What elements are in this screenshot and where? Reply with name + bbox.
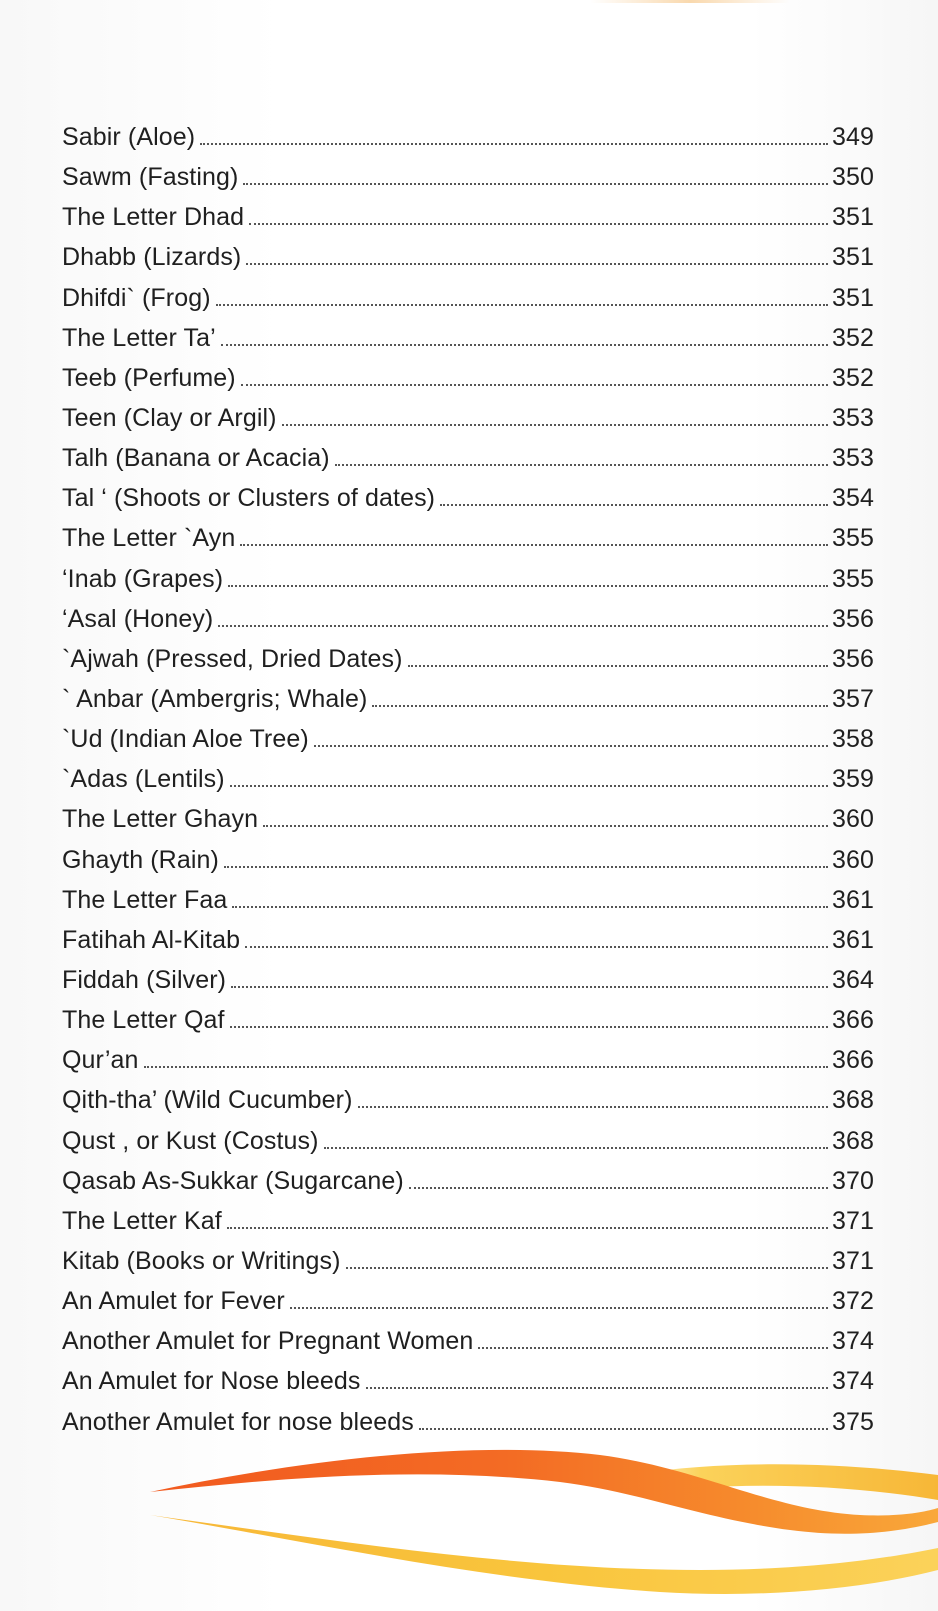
toc-entry-page-number: 356: [831, 604, 874, 633]
toc-dot-leader: [216, 304, 828, 306]
toc-entry: [62, 1241, 874, 1281]
toc-entry: [62, 237, 874, 277]
toc-entry-page-number: 366: [831, 1046, 874, 1075]
toc-dot-leader: [358, 1106, 828, 1108]
toc-dot-leader: [241, 384, 828, 386]
toc-entry-page-number: 371: [831, 1246, 874, 1275]
toc-entry-title: Qust , or Kust (Costus): [62, 1126, 319, 1155]
toc-entry: [62, 679, 874, 719]
toc-entry-page-number: 351: [831, 203, 874, 232]
toc-dot-leader: [240, 544, 828, 546]
toc-entry-title: Teeb (Perfume): [62, 363, 236, 392]
toc-dot-leader: [290, 1307, 828, 1309]
toc-entry-title: The Letter Kaf: [62, 1206, 222, 1235]
toc-entry-title: Talh (Banana or Acacia): [62, 444, 330, 473]
toc-entry: [62, 1161, 874, 1201]
toc-entry: [62, 1080, 874, 1120]
toc-entry-title: Qith-tha’ (Wild Cucumber): [62, 1086, 353, 1115]
toc-entry-page-number: 361: [831, 925, 874, 954]
toc-entry-page-number: 364: [831, 965, 874, 994]
toc-dot-leader: [227, 1227, 828, 1229]
toc-entry-title: Fiddah (Silver): [62, 965, 227, 994]
toc-entry-page-number: 355: [831, 524, 874, 553]
toc-entry-page-number: 366: [831, 1006, 874, 1035]
toc-entry-title: Another Amulet for nose bleeds: [62, 1407, 414, 1436]
toc-entry-page-number: 358: [831, 725, 874, 754]
toc-entry-page-number: 370: [831, 1166, 874, 1195]
toc-dot-leader: [324, 1147, 828, 1149]
toc-entry: [62, 117, 874, 157]
toc-dot-leader: [230, 1026, 828, 1028]
toc-entry-page-number: 361: [831, 885, 874, 914]
toc-entry: [62, 799, 874, 839]
toc-dot-leader: [263, 825, 828, 827]
toc-entry-page-number: 353: [831, 444, 874, 473]
toc-entry-page-number: 368: [831, 1126, 874, 1155]
toc-entry-title: `Ud (Indian Aloe Tree): [62, 725, 309, 754]
toc-entry-title: Teen (Clay or Argil): [62, 403, 277, 432]
toc-entry-title: The Letter Faa: [62, 885, 228, 914]
decorative-swoosh: [0, 1420, 938, 1611]
toc-entry: [62, 1040, 874, 1080]
toc-entry-title: The Letter Ta’: [62, 323, 216, 352]
toc-entry: [62, 358, 874, 398]
toc-dot-leader: [228, 585, 828, 587]
toc-entry: [62, 1361, 874, 1401]
toc-entry-page-number: 352: [831, 363, 874, 392]
toc-entry: [62, 599, 874, 639]
toc-entry: [62, 157, 874, 197]
toc-entry-title: Qur’an: [62, 1046, 139, 1075]
top-decorative-line: [590, 0, 790, 3]
toc-entry-page-number: 351: [831, 283, 874, 312]
toc-entry-page-number: 352: [831, 323, 874, 352]
toc-dot-leader: [335, 464, 828, 466]
toc-entry: [62, 1281, 874, 1321]
toc-entry: [62, 639, 874, 679]
toc-dot-leader: [221, 344, 828, 346]
toc-entry-title: An Amulet for Fever: [62, 1287, 285, 1316]
toc-entry: [62, 518, 874, 558]
toc-entry: [62, 719, 874, 759]
toc-entry-page-number: 354: [831, 484, 874, 513]
toc-entry-title: Ghayth (Rain): [62, 845, 219, 874]
toc-entry: [62, 1321, 874, 1361]
toc-entry-title: Qasab As-Sukkar (Sugarcane): [62, 1166, 404, 1195]
toc-entry: [62, 759, 874, 799]
toc-entry-title: `Adas (Lentils): [62, 765, 225, 794]
toc-entry: [62, 398, 874, 438]
toc-dot-leader: [314, 745, 828, 747]
toc-entry: [62, 960, 874, 1000]
toc-entry-title: ‘Inab (Grapes): [62, 564, 224, 593]
toc-entry-title: `Ajwah (Pressed, Dried Dates): [62, 644, 403, 673]
swoosh-orange: [150, 1450, 938, 1534]
toc-entry-title: Dhifdi` (Frog): [62, 283, 211, 312]
toc-entry: [62, 197, 874, 237]
toc-dot-leader: [409, 1187, 828, 1189]
toc-entry-title: Sawm (Fasting): [62, 163, 239, 192]
toc-entry-page-number: 355: [831, 564, 874, 593]
toc-dot-leader: [243, 183, 828, 185]
toc-entry-page-number: 374: [831, 1327, 874, 1356]
toc-entry-title: Tal ‘ (Shoots or Clusters of dates): [62, 484, 436, 513]
toc-entry-title: The Letter Ghayn: [62, 805, 259, 834]
toc-entry-title: ‘Asal (Honey): [62, 604, 214, 633]
toc-entry-page-number: 360: [831, 845, 874, 874]
toc-dot-leader: [346, 1267, 828, 1269]
toc-entry: [62, 880, 874, 920]
toc-dot-leader: [478, 1347, 828, 1349]
table-of-contents: [62, 117, 874, 1442]
toc-entry-page-number: 374: [831, 1367, 874, 1396]
toc-entry-page-number: 359: [831, 765, 874, 794]
toc-dot-leader: [245, 946, 828, 948]
toc-entry-title: The Letter `Ayn: [62, 524, 236, 553]
toc-dot-leader: [231, 986, 828, 988]
toc-dot-leader: [282, 424, 828, 426]
toc-dot-leader: [230, 785, 828, 787]
toc-entry-title: The Letter Qaf: [62, 1006, 225, 1035]
toc-entry: [62, 1121, 874, 1161]
toc-entry-page-number: 371: [831, 1206, 874, 1235]
toc-dot-leader: [366, 1387, 828, 1389]
toc-dot-leader: [372, 705, 828, 707]
toc-dot-leader: [144, 1066, 828, 1068]
toc-entry-page-number: 357: [831, 684, 874, 713]
toc-entry-page-number: 372: [831, 1287, 874, 1316]
toc-entry-page-number: 349: [831, 123, 874, 151]
toc-dot-leader: [218, 625, 828, 627]
toc-entry: [62, 920, 874, 960]
toc-entry-page-number: 368: [831, 1086, 874, 1115]
toc-entry: [62, 840, 874, 880]
toc-entry-title: ` Anbar (Ambergris; Whale): [62, 684, 368, 713]
toc-dot-leader: [232, 906, 828, 908]
toc-entry: [62, 438, 874, 478]
toc-entry-page-number: 375: [831, 1407, 874, 1436]
toc-entry-title: An Amulet for Nose bleeds: [62, 1367, 361, 1396]
toc-entry-page-number: 356: [831, 644, 874, 673]
toc-dot-leader: [224, 866, 828, 868]
toc-entry-title: The Letter Dhad: [62, 203, 245, 232]
toc-dot-leader: [249, 223, 828, 225]
toc-dot-leader: [246, 263, 828, 265]
toc-entry-page-number: 360: [831, 805, 874, 834]
toc-entry-title: Dhabb (Lizards): [62, 243, 242, 272]
toc-entry: [62, 559, 874, 599]
toc-dot-leader: [200, 143, 828, 145]
toc-entry: [62, 1201, 874, 1241]
toc-entry-page-number: 351: [831, 243, 874, 272]
toc-dot-leader: [408, 665, 828, 667]
toc-entry-page-number: 353: [831, 403, 874, 432]
toc-entry-page-number: 350: [831, 163, 874, 192]
toc-entry: [62, 1000, 874, 1040]
toc-entry-title: Kitab (Books or Writings): [62, 1246, 341, 1275]
toc-entry: [62, 478, 874, 518]
toc-entry-title: Fatihah Al-Kitab: [62, 925, 241, 954]
toc-entry-title: Another Amulet for Pregnant Women: [62, 1327, 474, 1356]
toc-entry-title: Sabir (Aloe): [62, 123, 196, 151]
toc-dot-leader: [440, 504, 828, 506]
toc-entry: [62, 278, 874, 318]
toc-entry: [62, 318, 874, 358]
